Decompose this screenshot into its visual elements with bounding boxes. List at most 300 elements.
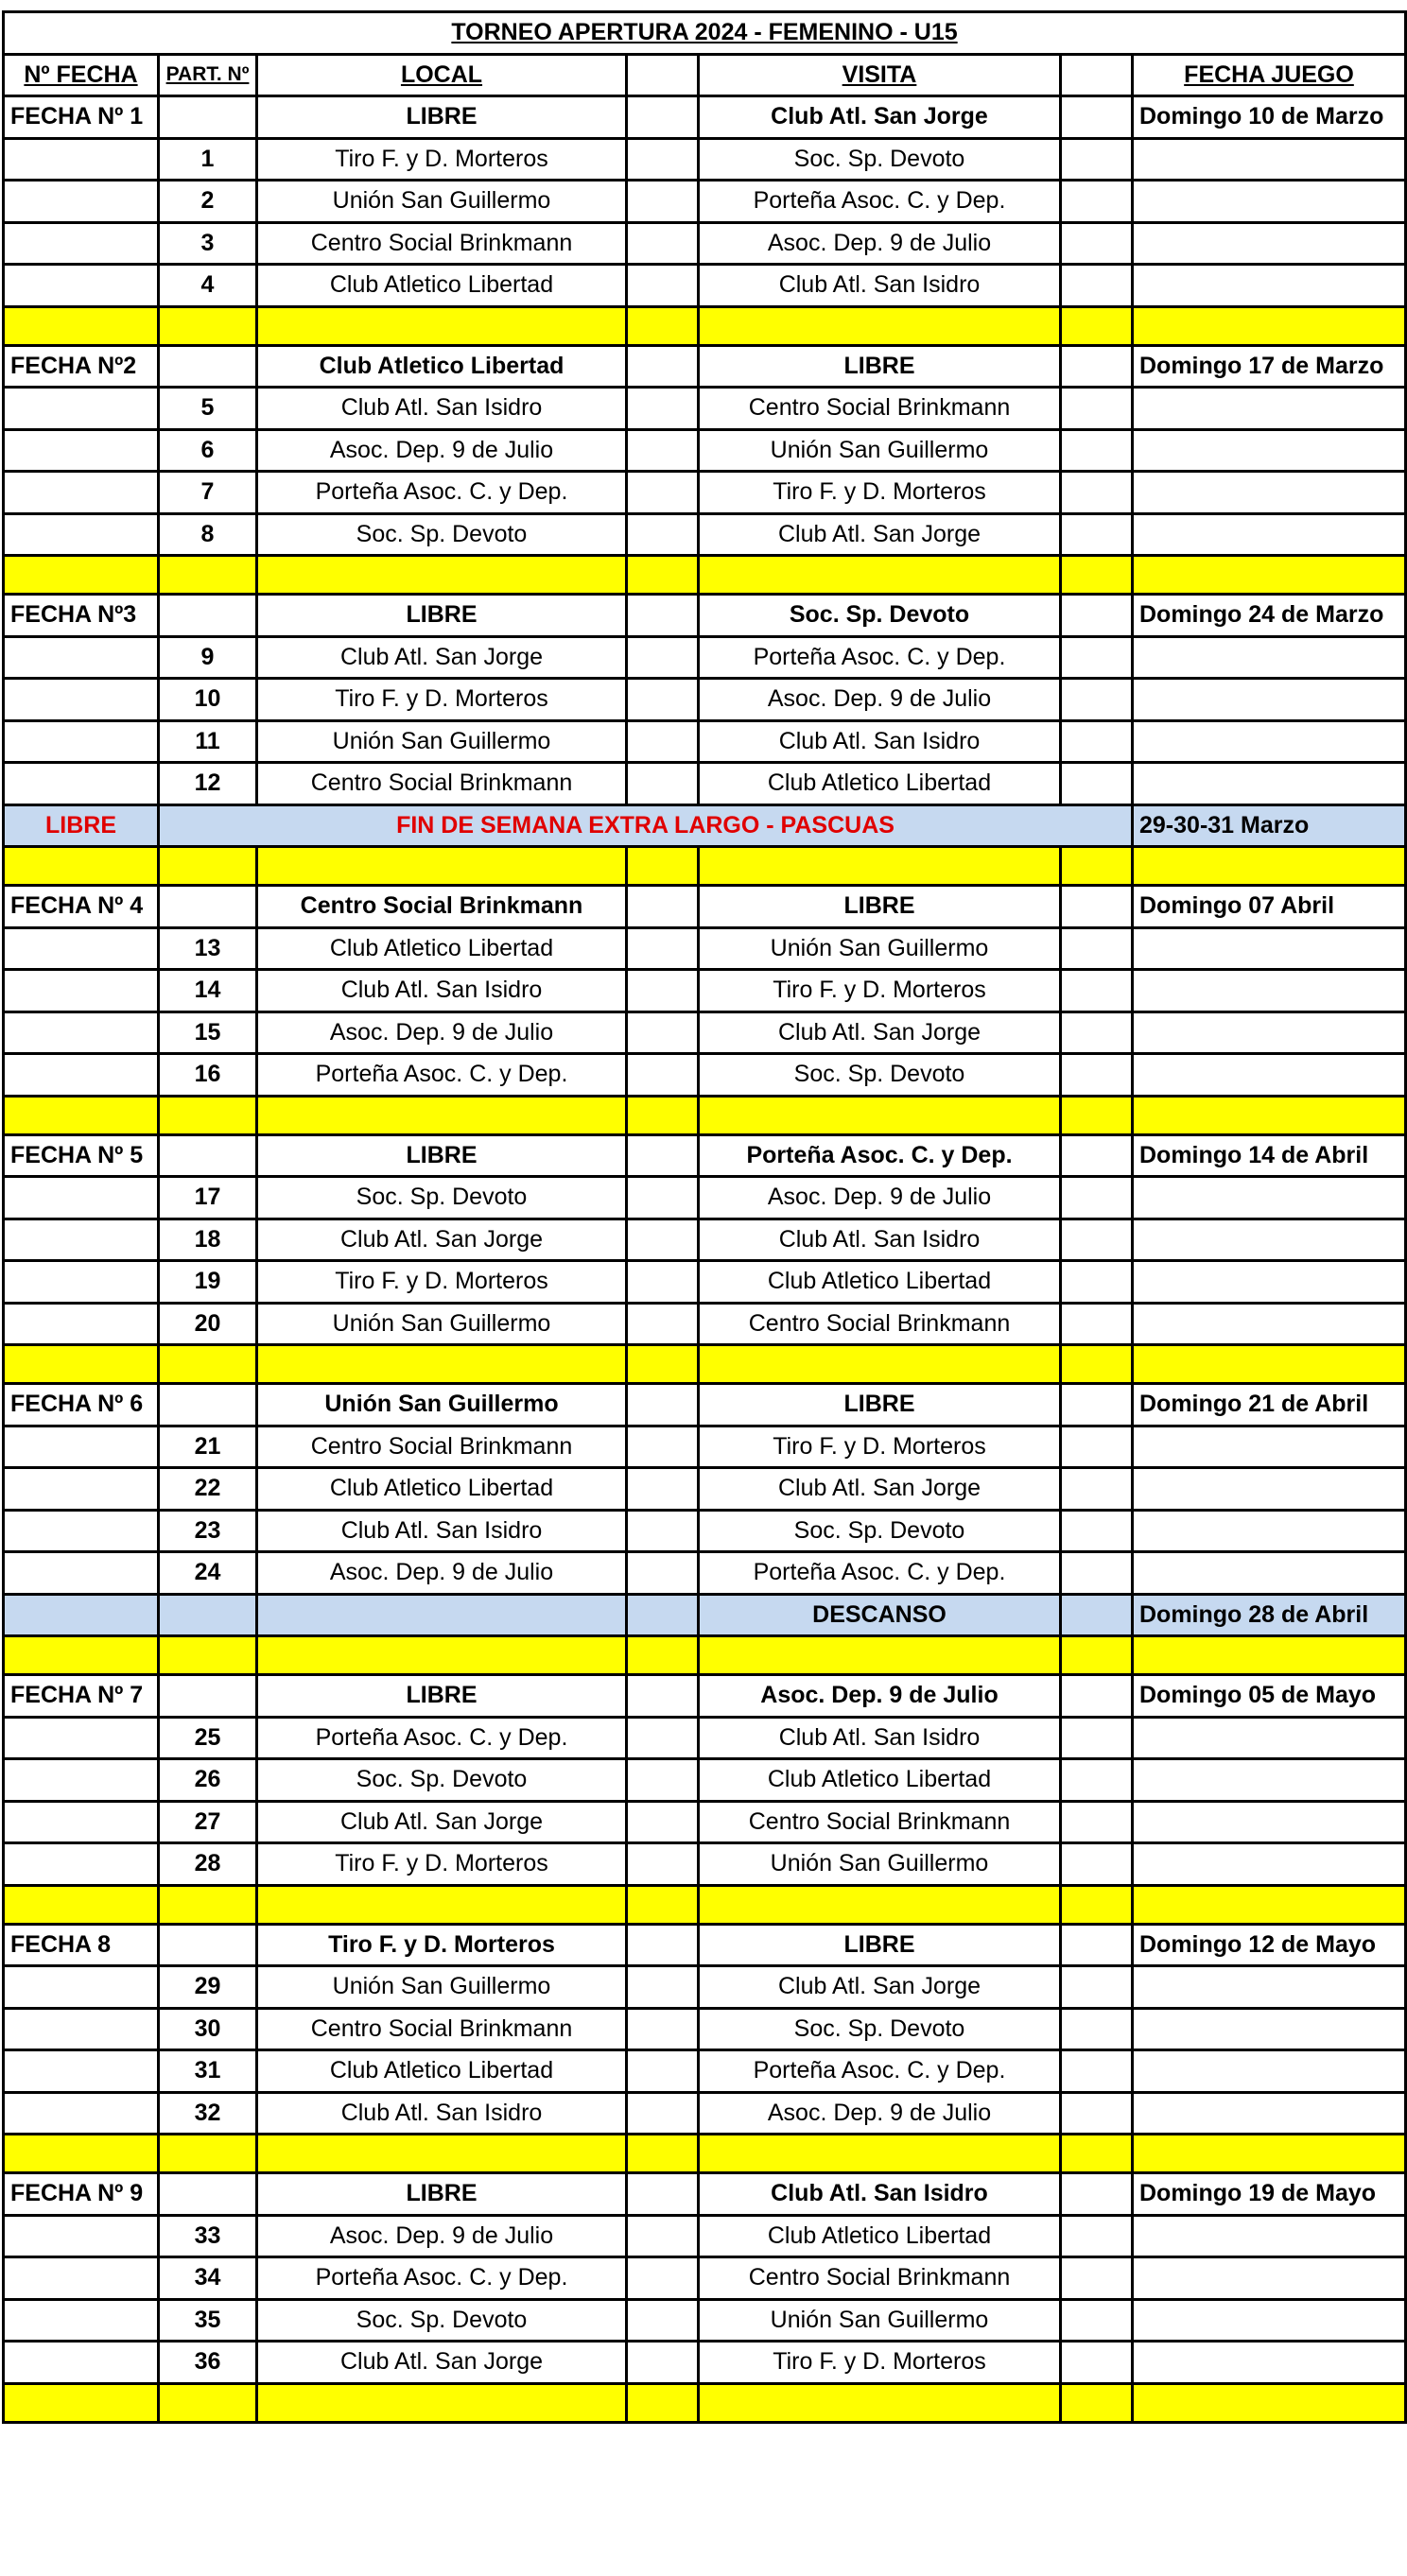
separator-cell xyxy=(1061,2383,1133,2422)
separator-cell xyxy=(627,1636,699,1675)
separator-cell xyxy=(1133,1096,1406,1134)
part-number: 34 xyxy=(159,2257,257,2300)
visita-team: Unión San Guillermo xyxy=(699,2299,1061,2342)
fecha-empty xyxy=(4,927,159,970)
local-team: Asoc. Dep. 9 de Julio xyxy=(257,2215,627,2257)
match-date-empty xyxy=(1133,1261,1406,1304)
visita-team: Unión San Guillermo xyxy=(699,927,1061,970)
spacer-cell xyxy=(1061,1177,1133,1219)
part-number: 7 xyxy=(159,472,257,514)
fecha-row xyxy=(4,1675,1406,1718)
fecha-empty xyxy=(4,2342,159,2384)
match-date: Domingo 14 de Abril xyxy=(1133,1134,1406,1177)
spacer-cell xyxy=(627,1011,699,1054)
visita-team: Soc. Sp. Devoto xyxy=(699,2008,1061,2050)
match-row xyxy=(4,970,1406,1012)
part-number-empty xyxy=(159,345,257,388)
spacer-cell xyxy=(627,1468,699,1511)
match-row xyxy=(4,472,1406,514)
separator-cell xyxy=(1061,2135,1133,2173)
match-row xyxy=(4,222,1406,265)
part-number: 2 xyxy=(159,181,257,223)
fecha-empty xyxy=(4,429,159,472)
match-row xyxy=(4,265,1406,307)
fecha-empty xyxy=(4,1510,159,1552)
spacer-cell xyxy=(1061,513,1133,556)
separator-row xyxy=(4,1636,1406,1675)
spacer-cell xyxy=(1061,429,1133,472)
spacer-cell xyxy=(1061,679,1133,721)
header-visita: VISITA xyxy=(699,54,1061,96)
spacer-cell xyxy=(627,1177,699,1219)
spacer-cell xyxy=(627,1717,699,1759)
separator-cell xyxy=(627,1345,699,1384)
part-number-empty xyxy=(159,886,257,928)
visita-team: Club Atletico Libertad xyxy=(699,2215,1061,2257)
match-row xyxy=(4,720,1406,763)
local-team: Tiro F. y D. Morteros xyxy=(257,1261,627,1304)
separator-cell xyxy=(627,1885,699,1924)
local-team: LIBRE xyxy=(257,595,627,637)
visita-team: Centro Social Brinkmann xyxy=(699,1303,1061,1345)
separator-cell xyxy=(1133,2135,1406,2173)
separator-cell xyxy=(257,556,627,595)
local-team: Asoc. Dep. 9 de Julio xyxy=(257,1552,627,1595)
part-number: 21 xyxy=(159,1426,257,1468)
separator-cell xyxy=(699,847,1061,886)
separator-cell xyxy=(4,1096,159,1134)
spacer-cell xyxy=(627,886,699,928)
match-row xyxy=(4,927,1406,970)
visita-team: Club Atl. San Jorge xyxy=(699,1468,1061,1511)
part-number: 35 xyxy=(159,2299,257,2342)
visita-team: Asoc. Dep. 9 de Julio xyxy=(699,679,1061,721)
fecha-empty xyxy=(4,763,159,805)
match-date-empty xyxy=(1133,181,1406,223)
separator-cell xyxy=(699,1345,1061,1384)
match-date-empty xyxy=(1133,1303,1406,1345)
match-row xyxy=(4,2257,1406,2300)
separator-cell xyxy=(159,847,257,886)
fecha-empty xyxy=(4,1468,159,1511)
fecha-label: FECHA 8 xyxy=(4,1924,159,1966)
spacer-cell xyxy=(627,429,699,472)
spacer-cell xyxy=(627,2257,699,2300)
fecha-empty xyxy=(4,388,159,430)
match-date-empty xyxy=(1133,1552,1406,1595)
local-team: Club Atl. San Jorge xyxy=(257,1801,627,1843)
part-number: 4 xyxy=(159,265,257,307)
spacer-cell xyxy=(627,1261,699,1304)
match-row xyxy=(4,388,1406,430)
header-fecha-juego: FECHA JUEGO xyxy=(1133,54,1406,96)
visita-team: Asoc. Dep. 9 de Julio xyxy=(699,1675,1061,1718)
fecha-empty xyxy=(4,1552,159,1595)
local-team: Unión San Guillermo xyxy=(257,720,627,763)
fecha-empty xyxy=(4,1759,159,1802)
match-date-empty xyxy=(1133,388,1406,430)
separator-cell xyxy=(159,2383,257,2422)
local-team: Club Atletico Libertad xyxy=(257,927,627,970)
fecha-empty xyxy=(4,1011,159,1054)
local-team: Club Atletico Libertad xyxy=(257,1468,627,1511)
visita-team: Soc. Sp. Devoto xyxy=(699,595,1061,637)
match-row xyxy=(4,1177,1406,1219)
local-team: Asoc. Dep. 9 de Julio xyxy=(257,429,627,472)
visita-team: Soc. Sp. Devoto xyxy=(699,1054,1061,1097)
local-team: Centro Social Brinkmann xyxy=(257,2008,627,2050)
part-number: 9 xyxy=(159,636,257,679)
match-row xyxy=(4,138,1406,181)
separator-cell xyxy=(159,1885,257,1924)
match-row xyxy=(4,763,1406,805)
descanso-label: DESCANSO xyxy=(699,1594,1061,1636)
separator-cell xyxy=(4,1885,159,1924)
fecha-empty xyxy=(4,265,159,307)
visita-team: Soc. Sp. Devoto xyxy=(699,138,1061,181)
header-spacer xyxy=(627,54,699,96)
spacer-cell xyxy=(1061,1759,1133,1802)
spacer-cell xyxy=(1061,2092,1133,2135)
visita-team: Unión San Guillermo xyxy=(699,1843,1061,1886)
separator-cell xyxy=(4,1636,159,1675)
fecha-empty xyxy=(4,970,159,1012)
visita-team: Club Atl. San Jorge xyxy=(699,513,1061,556)
separator-cell xyxy=(699,1096,1061,1134)
local-team: LIBRE xyxy=(257,1675,627,1718)
libre-label: LIBRE xyxy=(4,804,159,847)
match-date-empty xyxy=(1133,429,1406,472)
part-number: 11 xyxy=(159,720,257,763)
spacer-cell xyxy=(1061,2050,1133,2093)
match-date-empty xyxy=(1133,1219,1406,1261)
descanso-row xyxy=(4,1594,1406,1636)
fecha-empty xyxy=(4,1843,159,1886)
visita-team: Centro Social Brinkmann xyxy=(699,1801,1061,1843)
match-date-empty xyxy=(1133,2215,1406,2257)
part-number: 25 xyxy=(159,1717,257,1759)
fecha-empty xyxy=(4,1261,159,1304)
spacer-cell xyxy=(627,513,699,556)
separator-cell xyxy=(627,2135,699,2173)
match-date-empty xyxy=(1133,1759,1406,1802)
match-row xyxy=(4,513,1406,556)
spacer-cell xyxy=(627,2050,699,2093)
separator-cell xyxy=(257,2135,627,2173)
spacer-cell xyxy=(1061,345,1133,388)
spacer-cell xyxy=(1061,720,1133,763)
match-date-empty xyxy=(1133,1177,1406,1219)
separator-row xyxy=(4,2135,1406,2173)
match-date-empty xyxy=(1133,138,1406,181)
header-part: PART. Nº xyxy=(159,54,257,96)
spacer-cell xyxy=(627,1384,699,1426)
spacer-cell xyxy=(627,1801,699,1843)
visita-team: Club Atletico Libertad xyxy=(699,1759,1061,1802)
spacer-cell xyxy=(627,222,699,265)
local-team: Porteña Asoc. C. y Dep. xyxy=(257,472,627,514)
match-date: Domingo 05 de Mayo xyxy=(1133,1675,1406,1718)
local-team: Centro Social Brinkmann xyxy=(257,1426,627,1468)
spacer-cell xyxy=(627,181,699,223)
separator-cell xyxy=(4,2135,159,2173)
visita-team: Porteña Asoc. C. y Dep. xyxy=(699,636,1061,679)
visita-team: Tiro F. y D. Morteros xyxy=(699,2342,1061,2384)
fecha-empty xyxy=(4,636,159,679)
separator-cell xyxy=(699,1885,1061,1924)
spacer-cell xyxy=(627,2342,699,2384)
visita-team: Club Atletico Libertad xyxy=(699,763,1061,805)
separator-cell xyxy=(4,2383,159,2422)
match-date-empty xyxy=(1133,1468,1406,1511)
separator-cell xyxy=(699,556,1061,595)
match-row xyxy=(4,1219,1406,1261)
separator-cell xyxy=(257,1345,627,1384)
match-row xyxy=(4,2342,1406,2384)
separator-cell xyxy=(1133,306,1406,345)
separator-cell xyxy=(1133,847,1406,886)
spacer-cell xyxy=(627,1675,699,1718)
visita-team: Porteña Asoc. C. y Dep. xyxy=(699,2050,1061,2093)
local-team: Tiro F. y D. Morteros xyxy=(257,679,627,721)
match-date-empty xyxy=(1133,2342,1406,2384)
local-team: Soc. Sp. Devoto xyxy=(257,1759,627,1802)
spacer-cell xyxy=(627,679,699,721)
spacer-cell xyxy=(627,1552,699,1595)
local-team: Porteña Asoc. C. y Dep. xyxy=(257,1717,627,1759)
separator-cell xyxy=(699,1636,1061,1675)
spacer-cell xyxy=(627,1843,699,1886)
spacer-cell xyxy=(1061,1468,1133,1511)
visita-team: Asoc. Dep. 9 de Julio xyxy=(699,2092,1061,2135)
visita-team: Asoc. Dep. 9 de Julio xyxy=(699,222,1061,265)
separator-cell xyxy=(1061,847,1133,886)
match-date-empty xyxy=(1133,265,1406,307)
spacer-cell xyxy=(1061,2257,1133,2300)
match-date-empty xyxy=(1133,927,1406,970)
part-number: 10 xyxy=(159,679,257,721)
match-row xyxy=(4,1759,1406,1802)
match-date: Domingo 07 Abril xyxy=(1133,886,1406,928)
spacer-cell xyxy=(1061,886,1133,928)
fecha-empty xyxy=(4,2092,159,2135)
spacer-cell xyxy=(1061,1261,1133,1304)
match-row xyxy=(4,1801,1406,1843)
visita-team: Club Atl. San Jorge xyxy=(699,1011,1061,1054)
separator-cell xyxy=(699,2135,1061,2173)
spacer-cell xyxy=(1061,2008,1133,2050)
spacer-cell xyxy=(1061,970,1133,1012)
spacer-cell xyxy=(1061,1303,1133,1345)
libre-notice: FIN DE SEMANA EXTRA LARGO - PASCUAS xyxy=(159,804,1133,847)
match-row xyxy=(4,679,1406,721)
separator-cell xyxy=(1061,1636,1133,1675)
descanso-date: Domingo 28 de Abril xyxy=(1133,1594,1406,1636)
part-number-empty xyxy=(159,1384,257,1426)
header-row xyxy=(4,54,1406,96)
separator-row xyxy=(4,1096,1406,1134)
spacer-cell xyxy=(627,96,699,139)
spacer-cell xyxy=(627,720,699,763)
separator-cell xyxy=(159,1636,257,1675)
match-row xyxy=(4,1261,1406,1304)
match-date-empty xyxy=(1133,2092,1406,2135)
header-fecha: Nº FECHA xyxy=(4,54,159,96)
fecha-label: FECHA Nº 9 xyxy=(4,2173,159,2216)
spacer-cell xyxy=(1061,1426,1133,1468)
separator-cell xyxy=(627,556,699,595)
visita-team: Club Atl. San Isidro xyxy=(699,1717,1061,1759)
match-row xyxy=(4,1468,1406,1511)
visita-team: LIBRE xyxy=(699,886,1061,928)
spacer-cell xyxy=(627,2299,699,2342)
separator-cell xyxy=(1133,1636,1406,1675)
part-number-empty xyxy=(159,96,257,139)
local-team: Unión San Guillermo xyxy=(257,1384,627,1426)
spacer-cell xyxy=(1061,1843,1133,1886)
local-team: Unión San Guillermo xyxy=(257,1303,627,1345)
part-number-empty xyxy=(159,1924,257,1966)
separator-cell xyxy=(1133,2383,1406,2422)
separator-cell xyxy=(1061,1096,1133,1134)
visita-team: Centro Social Brinkmann xyxy=(699,2257,1061,2300)
local-team: LIBRE xyxy=(257,2173,627,2216)
match-row xyxy=(4,2050,1406,2093)
part-number: 6 xyxy=(159,429,257,472)
match-row xyxy=(4,1054,1406,1097)
match-date: Domingo 12 de Mayo xyxy=(1133,1924,1406,1966)
local-team: Centro Social Brinkmann xyxy=(257,886,627,928)
spacer-cell xyxy=(1061,1219,1133,1261)
local-team: Soc. Sp. Devoto xyxy=(257,2299,627,2342)
match-date-empty xyxy=(1133,2299,1406,2342)
spacer-cell xyxy=(627,2215,699,2257)
match-row xyxy=(4,1966,1406,2009)
separator-cell xyxy=(257,1885,627,1924)
spacer-cell xyxy=(627,1134,699,1177)
part-number: 12 xyxy=(159,763,257,805)
separator-cell xyxy=(699,306,1061,345)
part-number: 22 xyxy=(159,1468,257,1511)
match-row xyxy=(4,1303,1406,1345)
visita-team: Club Atl. San Isidro xyxy=(699,720,1061,763)
spacer-cell xyxy=(1061,1675,1133,1718)
part-number: 18 xyxy=(159,1219,257,1261)
spacer-cell xyxy=(1061,96,1133,139)
fecha-empty xyxy=(4,2257,159,2300)
fecha-empty xyxy=(4,1801,159,1843)
fecha-row xyxy=(4,96,1406,139)
fecha-label: FECHA Nº 5 xyxy=(4,1134,159,1177)
spacer-cell xyxy=(1061,138,1133,181)
separator-cell xyxy=(4,1345,159,1384)
spacer-cell xyxy=(627,636,699,679)
spacer-cell xyxy=(1061,1717,1133,1759)
match-row xyxy=(4,1717,1406,1759)
match-row xyxy=(4,2215,1406,2257)
spacer-cell xyxy=(627,763,699,805)
spacer-cell xyxy=(1061,222,1133,265)
local-team: Club Atl. San Isidro xyxy=(257,388,627,430)
spacer-cell xyxy=(627,472,699,514)
separator-cell xyxy=(159,2135,257,2173)
match-date: Domingo 21 de Abril xyxy=(1133,1384,1406,1426)
spacer-cell xyxy=(1061,1966,1133,2009)
separator-cell xyxy=(699,2383,1061,2422)
separator-cell xyxy=(257,1636,627,1675)
visita-team: Soc. Sp. Devoto xyxy=(699,1510,1061,1552)
spacer-cell xyxy=(1061,1384,1133,1426)
fecha-row xyxy=(4,1924,1406,1966)
match-date-empty xyxy=(1133,2257,1406,2300)
match-date-empty xyxy=(1133,763,1406,805)
fecha-empty xyxy=(4,1177,159,1219)
part-number: 5 xyxy=(159,388,257,430)
match-date-empty xyxy=(1133,2050,1406,2093)
fecha-empty xyxy=(4,472,159,514)
fecha-label: FECHA Nº 1 xyxy=(4,96,159,139)
visita-team: Porteña Asoc. C. y Dep. xyxy=(699,181,1061,223)
part-number-empty xyxy=(159,1675,257,1718)
match-date-empty xyxy=(1133,1426,1406,1468)
fecha-row xyxy=(4,345,1406,388)
spacer-cell xyxy=(1061,2215,1133,2257)
fecha-empty xyxy=(4,2008,159,2050)
match-row xyxy=(4,1843,1406,1886)
fecha-empty xyxy=(4,679,159,721)
match-row xyxy=(4,2299,1406,2342)
libre-date: 29-30-31 Marzo xyxy=(1133,804,1406,847)
fecha-label: FECHA Nº 4 xyxy=(4,886,159,928)
match-date-empty xyxy=(1133,1966,1406,2009)
fecha-empty xyxy=(4,138,159,181)
separator-row xyxy=(4,2383,1406,2422)
match-date-empty xyxy=(1133,222,1406,265)
part-number: 27 xyxy=(159,1801,257,1843)
part-number: 17 xyxy=(159,1177,257,1219)
spacer-cell xyxy=(627,970,699,1012)
match-row xyxy=(4,2092,1406,2135)
separator-cell xyxy=(1061,556,1133,595)
header-spacer xyxy=(1061,54,1133,96)
visita-team: Unión San Guillermo xyxy=(699,429,1061,472)
local-team: LIBRE xyxy=(257,96,627,139)
spacer-cell xyxy=(1061,1552,1133,1595)
separator-cell xyxy=(159,1345,257,1384)
libre-row xyxy=(4,804,1406,847)
fecha-empty xyxy=(4,1717,159,1759)
spacer-cell xyxy=(627,1966,699,2009)
separator-cell xyxy=(4,306,159,345)
visita-team: Asoc. Dep. 9 de Julio xyxy=(699,1177,1061,1219)
match-date: Domingo 17 de Marzo xyxy=(1133,345,1406,388)
local-team: Club Atl. San Isidro xyxy=(257,2092,627,2135)
spacer-cell xyxy=(1061,472,1133,514)
match-date-empty xyxy=(1133,1843,1406,1886)
part-number: 33 xyxy=(159,2215,257,2257)
separator-cell xyxy=(627,1096,699,1134)
spacer-cell xyxy=(627,1924,699,1966)
header-local: LOCAL xyxy=(257,54,627,96)
local-team: Asoc. Dep. 9 de Julio xyxy=(257,1011,627,1054)
spacer-cell xyxy=(1061,1801,1133,1843)
part-number-empty xyxy=(159,595,257,637)
spacer-cell xyxy=(1061,1134,1133,1177)
visita-team: Club Atl. San Isidro xyxy=(699,2173,1061,2216)
spacer-cell xyxy=(627,138,699,181)
visita-team: LIBRE xyxy=(699,1924,1061,1966)
part-number: 1 xyxy=(159,138,257,181)
